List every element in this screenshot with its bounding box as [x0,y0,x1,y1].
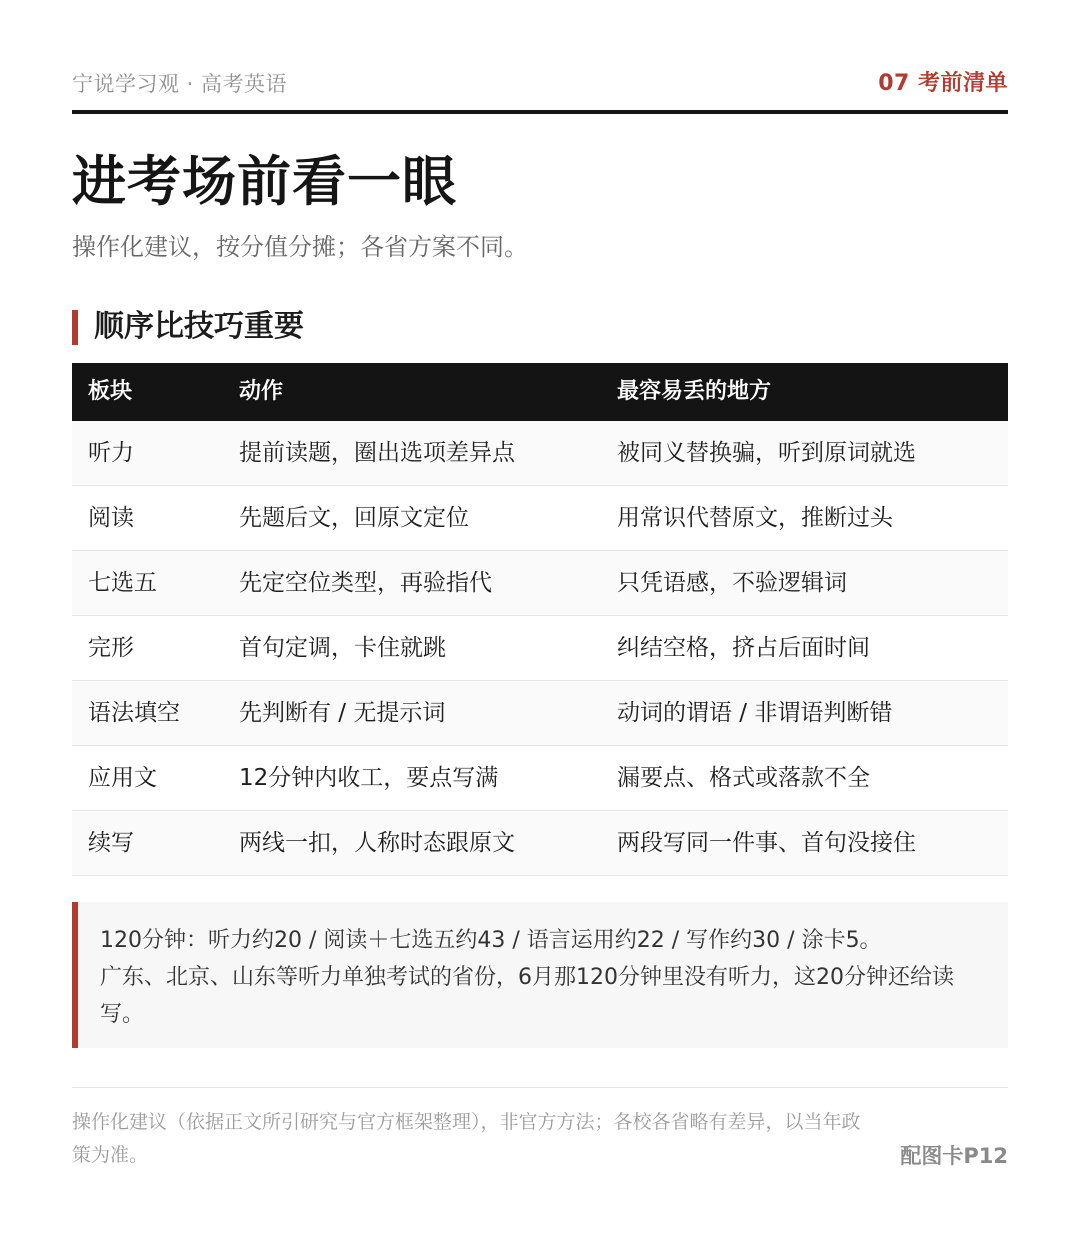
table-row [72,616,1008,681]
cell-action: 先判断有 / 无提示词 [239,700,446,726]
bottom-divider [72,1087,1008,1088]
cell-action: 两线一扣，人称时态跟原文 [239,830,515,856]
footer-disclaimer: 操作化建议（依据正文所引研究与官方框架整理），非官方方法；各校各省略有差异，以当年政策为准。 [72,1111,861,1166]
header-cell-section: 板块 [88,379,133,404]
section-heading [72,309,304,345]
note-line-listening: 广东、北京、山东等听力单独考试的省份，6月那120分钟里没有听力，这20分钟还给读写。 [100,965,954,1027]
note-accent-bar [72,902,78,1048]
strategy-table [72,363,1008,876]
cell-pitfall: 只凭语感，不验逻辑词 [617,570,847,596]
cell-pitfall: 两段写同一件事、首句没接住 [617,830,916,856]
brand-label: 宁说学习观 · 高考英语 [72,72,288,96]
cell-pitfall: 被同义替换骗，听到原词就选 [617,440,916,466]
note-text [100,922,990,1033]
cell-action: 先定空位类型，再验指代 [239,570,492,596]
page-subtitle: 操作化建议，按分值分摊；各省方案不同。 [72,233,528,261]
table-row [72,486,1008,551]
cell-action: 首句定调，卡住就跳 [239,635,446,661]
top-bar [72,66,1008,102]
table-row [72,421,1008,486]
section-heading-text: 顺序比技巧重要 [94,309,304,344]
page-label: 配图卡P12 [900,1144,1008,1168]
table-header [72,363,1008,421]
table-row [72,551,1008,616]
cell-section: 阅读 [88,505,134,531]
cell-action: 12分钟内收工，要点写满 [239,765,499,791]
cell-action: 先题后文，回原文定位 [239,505,469,531]
section-heading-accent-bar [72,310,78,345]
cell-pitfall: 漏要点、格式或落款不全 [617,765,870,791]
cell-pitfall: 动词的谓语 / 非谓语判断错 [617,700,893,726]
cell-pitfall: 用常识代替原文，推断过头 [617,505,893,531]
cell-section: 完形 [88,635,134,661]
cell-section: 听力 [88,440,134,466]
table-row [72,746,1008,811]
top-divider [72,110,1008,114]
cell-section: 七选五 [88,570,157,596]
cell-section: 续写 [88,830,134,856]
cell-section: 语法填空 [88,700,180,726]
cell-action: 提前读题，圈出选项差异点 [239,440,515,466]
cell-section: 应用文 [88,765,157,791]
note-line-allocation: 120分钟：听力约20 / 阅读＋七选五约43 / 语言运用约22 / 写作约30 / 涂卡5。 [100,928,882,953]
header-cell-pitfall: 最容易丢的地方 [617,379,772,404]
page-title: 进考场前看一眼 [72,150,457,213]
time-allocation-note [72,902,1008,1048]
section-tag: 07 考前清单 [878,71,1008,96]
table-row [72,811,1008,876]
table-row [72,681,1008,746]
cell-pitfall: 纠结空格，挤占后面时间 [617,635,870,661]
header-cell-action: 动作 [239,379,284,404]
